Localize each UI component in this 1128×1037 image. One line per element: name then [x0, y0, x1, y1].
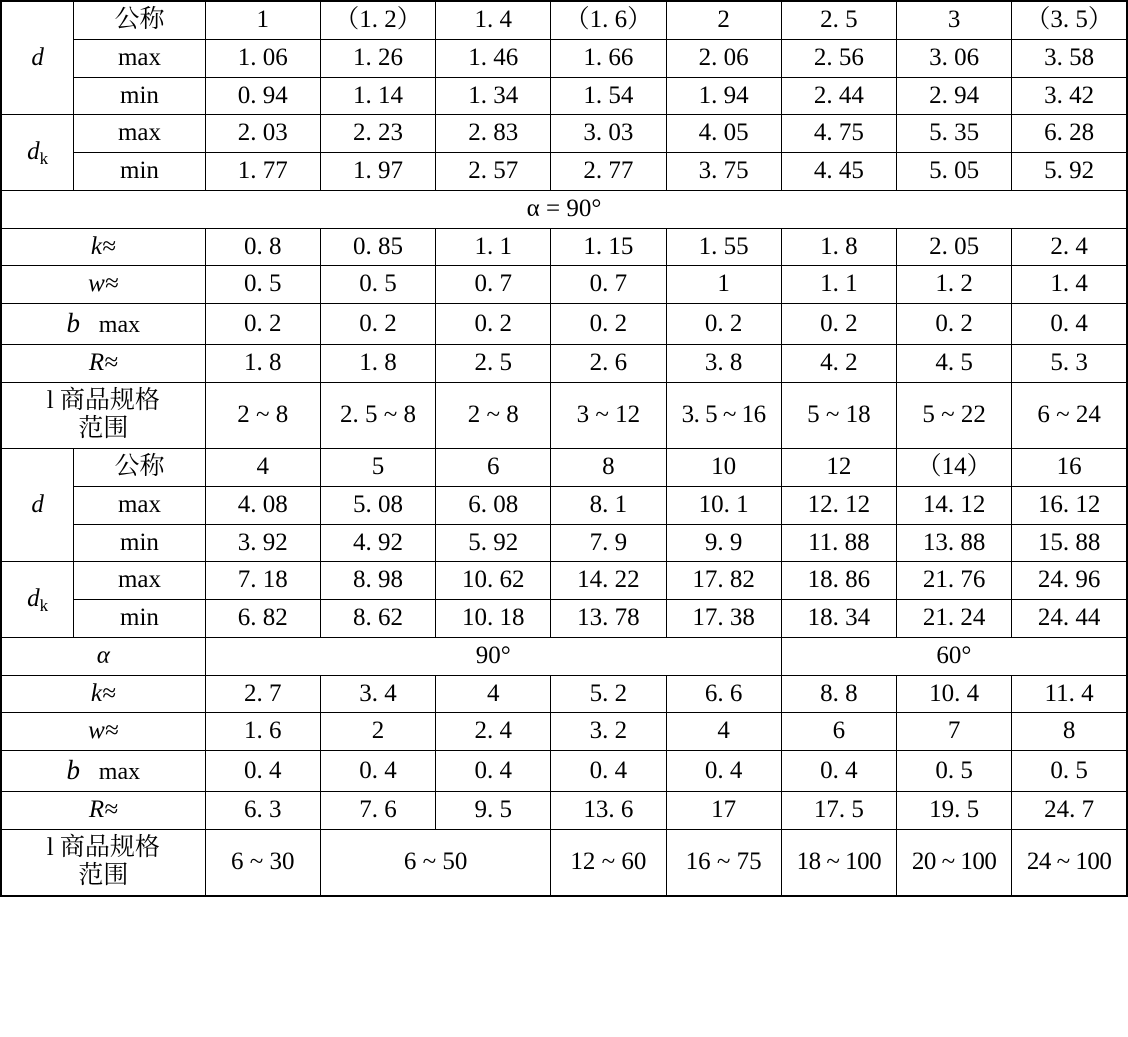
table-row — [1, 751, 1127, 792]
cell2-R-8: 24. 7 — [1012, 791, 1127, 829]
cell2-k-1: 2. 7 — [205, 675, 320, 713]
cell2-k-7: 10. 4 — [896, 675, 1011, 713]
cell-d-max-3: 1. 46 — [436, 39, 551, 77]
cell2-d-max-5: 10. 1 — [666, 486, 781, 524]
cell-lrange-7: 5 ~ 22 — [896, 382, 1011, 449]
cell2-dk-max-4: 14. 22 — [551, 562, 666, 600]
table-row — [1, 675, 1127, 713]
row-label-b — [1, 304, 205, 345]
cell-R-4: 2. 6 — [551, 344, 666, 382]
cell2-w-2: 2 — [320, 713, 435, 751]
cell-d-min-4: 1. 54 — [551, 77, 666, 115]
cell-d-max-4: 1. 66 — [551, 39, 666, 77]
cell-dk-min-6: 4. 45 — [781, 153, 896, 191]
table-row — [1, 637, 1127, 675]
cell-d-min-6: 2. 44 — [781, 77, 896, 115]
cell2-lrange-2: 6 ~ 50 — [320, 829, 550, 896]
cell2-lrange-3: 12 ~ 60 — [551, 829, 666, 896]
cell2-alpha-60: 60° — [781, 637, 1127, 675]
row-label-nominal-2: 公称 — [74, 449, 205, 487]
cell-d-min-1: 0. 94 — [205, 77, 320, 115]
row-label-R-2: R≈ — [1, 791, 205, 829]
cell2-dk-min-2: 8. 62 — [320, 600, 435, 638]
row-label-l-range2-line2: 范围 — [78, 862, 129, 890]
cell2-d-max-1: 4. 08 — [205, 486, 320, 524]
cell2-dk-min-5: 17. 38 — [666, 600, 781, 638]
cell2-lrange-6: 20 ~ 100 — [896, 829, 1011, 896]
cell2-R-7: 19. 5 — [896, 791, 1011, 829]
cell2-R-6: 17. 5 — [781, 791, 896, 829]
table-row — [1, 153, 1127, 191]
cell2-k-6: 8. 8 — [781, 675, 896, 713]
cell-dk-min-1: 1. 77 — [205, 153, 320, 191]
row-label-dk2-base: d — [27, 585, 40, 613]
cell-k-4: 1. 15 — [551, 228, 666, 266]
cell2-dk-min-7: 21. 24 — [896, 600, 1011, 638]
cell-dk-min-3: 2. 57 — [436, 153, 551, 191]
row-label-l-range2-line1: l 商品规格 — [46, 833, 160, 861]
cell2-b-7: 0. 5 — [896, 751, 1011, 792]
table-row — [1, 600, 1127, 638]
cell-nominal-2: （1. 2） — [320, 1, 435, 39]
row-label-d: d — [1, 1, 74, 115]
cell-b-5: 0. 2 — [666, 304, 781, 345]
cell-k-2: 0. 85 — [320, 228, 435, 266]
cell-w-8: 1. 4 — [1012, 266, 1127, 304]
cell2-R-2: 7. 6 — [320, 791, 435, 829]
cell2-R-3: 9. 5 — [436, 791, 551, 829]
row-label-w: w≈ — [1, 266, 205, 304]
cell2-nominal-4: 8 — [551, 449, 666, 487]
cell2-nominal-6: 12 — [781, 449, 896, 487]
table-row — [1, 791, 1127, 829]
cell-w-5: 1 — [666, 266, 781, 304]
cell2-k-4: 5. 2 — [551, 675, 666, 713]
row-label-alpha: α — [1, 637, 205, 675]
cell2-alpha-90: 90° — [205, 637, 781, 675]
cell-dk-max-7: 5. 35 — [896, 115, 1011, 153]
cell-b-2: 0. 2 — [320, 304, 435, 345]
cell2-R-4: 13. 6 — [551, 791, 666, 829]
row-label-l-range-2 — [1, 829, 205, 896]
cell2-d-min-5: 9. 9 — [666, 524, 781, 562]
cell-lrange-5: 3. 5 ~ 16 — [666, 382, 781, 449]
cell2-dk-min-1: 6. 82 — [205, 600, 320, 638]
table-row — [1, 449, 1127, 487]
row-label-l-range-line1: l 商品规格 — [46, 386, 160, 414]
cell2-w-8: 8 — [1012, 713, 1127, 751]
cell-dk-min-5: 3. 75 — [666, 153, 781, 191]
cell-nominal-1: 1 — [205, 1, 320, 39]
cell-w-6: 1. 1 — [781, 266, 896, 304]
cell2-b-4: 0. 4 — [551, 751, 666, 792]
cell2-b-2: 0. 4 — [320, 751, 435, 792]
cell-d-max-2: 1. 26 — [320, 39, 435, 77]
row-label-R: R≈ — [1, 344, 205, 382]
cell-dk-max-2: 2. 23 — [320, 115, 435, 153]
cell-nominal-3: 1. 4 — [436, 1, 551, 39]
cell-R-5: 3. 8 — [666, 344, 781, 382]
cell2-d-max-6: 12. 12 — [781, 486, 896, 524]
cell2-dk-max-1: 7. 18 — [205, 562, 320, 600]
table-row — [1, 228, 1127, 266]
row-label-d-max-2: max — [74, 486, 205, 524]
row-label-k-2: k≈ — [1, 675, 205, 713]
row-label-b-symbol: b — [66, 308, 81, 338]
cell2-lrange-4: 16 ~ 75 — [666, 829, 781, 896]
cell-nominal-4: （1. 6） — [551, 1, 666, 39]
row-label-d-min: min — [74, 77, 205, 115]
cell2-dk-max-7: 21. 76 — [896, 562, 1011, 600]
cell-nominal-6: 2. 5 — [781, 1, 896, 39]
cell2-k-5: 6. 6 — [666, 675, 781, 713]
row-label-b-2 — [1, 751, 205, 792]
cell2-dk-max-6: 18. 86 — [781, 562, 896, 600]
row-label-b-max: max — [98, 312, 141, 338]
cell-R-6: 4. 2 — [781, 344, 896, 382]
cell-w-7: 1. 2 — [896, 266, 1011, 304]
cell-lrange-2: 2. 5 ~ 8 — [320, 382, 435, 449]
cell-dk-max-3: 2. 83 — [436, 115, 551, 153]
cell2-w-4: 3. 2 — [551, 713, 666, 751]
cell2-w-3: 2. 4 — [436, 713, 551, 751]
cell-k-1: 0. 8 — [205, 228, 320, 266]
cell2-d-max-4: 8. 1 — [551, 486, 666, 524]
row-label-dk-max: max — [74, 115, 205, 153]
table-row — [1, 304, 1127, 345]
cell2-dk-max-3: 10. 62 — [436, 562, 551, 600]
cell2-d-min-2: 4. 92 — [320, 524, 435, 562]
cell2-lrange-1: 6 ~ 30 — [205, 829, 320, 896]
cell-d-min-8: 3. 42 — [1012, 77, 1127, 115]
cell-w-2: 0. 5 — [320, 266, 435, 304]
row-label-dk2-sub: k — [39, 596, 49, 616]
row-label-dk-max-2: max — [74, 562, 205, 600]
cell-nominal-8: （3. 5） — [1012, 1, 1127, 39]
table-row — [1, 77, 1127, 115]
cell2-nominal-3: 6 — [436, 449, 551, 487]
cell-d-max-5: 2. 06 — [666, 39, 781, 77]
cell2-d-min-3: 5. 92 — [436, 524, 551, 562]
cell2-d-min-8: 15. 88 — [1012, 524, 1127, 562]
table-row — [1, 1, 1127, 39]
cell-k-8: 2. 4 — [1012, 228, 1127, 266]
cell-b-1: 0. 2 — [205, 304, 320, 345]
cell-w-4: 0. 7 — [551, 266, 666, 304]
cell-nominal-7: 3 — [896, 1, 1011, 39]
cell-lrange-6: 5 ~ 18 — [781, 382, 896, 449]
table-row — [1, 266, 1127, 304]
cell2-b-3: 0. 4 — [436, 751, 551, 792]
cell-nominal-5: 2 — [666, 1, 781, 39]
cell-lrange-8: 6 ~ 24 — [1012, 382, 1127, 449]
cell2-b-1: 0. 4 — [205, 751, 320, 792]
table-row — [1, 382, 1127, 449]
row-label-dk-min: min — [74, 153, 205, 191]
cell2-nominal-5: 10 — [666, 449, 781, 487]
cell-lrange-1: 2 ~ 8 — [205, 382, 320, 449]
cell2-nominal-7: （14） — [896, 449, 1011, 487]
cell2-dk-max-2: 8. 98 — [320, 562, 435, 600]
cell-b-3: 0. 2 — [436, 304, 551, 345]
cell2-b-6: 0. 4 — [781, 751, 896, 792]
cell2-lrange-7: 24 ~ 100 — [1012, 829, 1127, 896]
cell-dk-min-2: 1. 97 — [320, 153, 435, 191]
row-label-l-range — [1, 382, 205, 449]
cell-dk-max-1: 2. 03 — [205, 115, 320, 153]
cell-w-3: 0. 7 — [436, 266, 551, 304]
cell-R-3: 2. 5 — [436, 344, 551, 382]
cell2-d-max-8: 16. 12 — [1012, 486, 1127, 524]
cell-b-7: 0. 2 — [896, 304, 1011, 345]
cell-lrange-4: 3 ~ 12 — [551, 382, 666, 449]
cell-R-1: 1. 8 — [205, 344, 320, 382]
table-row — [1, 344, 1127, 382]
cell2-k-3: 4 — [436, 675, 551, 713]
cell2-b-8: 0. 5 — [1012, 751, 1127, 792]
cell2-dk-min-3: 10. 18 — [436, 600, 551, 638]
cell-R-2: 1. 8 — [320, 344, 435, 382]
cell-d-max-6: 2. 56 — [781, 39, 896, 77]
cell2-d-min-6: 11. 88 — [781, 524, 896, 562]
cell2-nominal-2: 5 — [320, 449, 435, 487]
cell-k-5: 1. 55 — [666, 228, 781, 266]
cell2-k-2: 3. 4 — [320, 675, 435, 713]
cell2-dk-max-5: 17. 82 — [666, 562, 781, 600]
cell-d-max-8: 3. 58 — [1012, 39, 1127, 77]
cell-alpha-span-top: α = 90° — [1, 190, 1127, 228]
cell-d-max-7: 3. 06 — [896, 39, 1011, 77]
cell-R-8: 5. 3 — [1012, 344, 1127, 382]
cell2-d-min-1: 3. 92 — [205, 524, 320, 562]
table-row — [1, 562, 1127, 600]
row-label-d-2: d — [1, 449, 74, 562]
cell-w-1: 0. 5 — [205, 266, 320, 304]
cell-d-min-2: 1. 14 — [320, 77, 435, 115]
cell-lrange-3: 2 ~ 8 — [436, 382, 551, 449]
cell-R-7: 4. 5 — [896, 344, 1011, 382]
row-label-dk-2 — [1, 562, 74, 638]
cell-k-6: 1. 8 — [781, 228, 896, 266]
cell-k-3: 1. 1 — [436, 228, 551, 266]
row-label-k: k≈ — [1, 228, 205, 266]
row-label-d-min-2: min — [74, 524, 205, 562]
row-label-dk-min-2: min — [74, 600, 205, 638]
cell2-d-max-2: 5. 08 — [320, 486, 435, 524]
cell-d-min-5: 1. 94 — [666, 77, 781, 115]
cell-b-8: 0. 4 — [1012, 304, 1127, 345]
cell2-nominal-1: 4 — [205, 449, 320, 487]
cell2-k-8: 11. 4 — [1012, 675, 1127, 713]
cell2-b-5: 0. 4 — [666, 751, 781, 792]
cell2-lrange-5: 18 ~ 100 — [781, 829, 896, 896]
cell2-d-min-4: 7. 9 — [551, 524, 666, 562]
row-label-b2-symbol: b — [66, 755, 81, 785]
cell-dk-max-5: 4. 05 — [666, 115, 781, 153]
cell-b-4: 0. 2 — [551, 304, 666, 345]
cell-dk-max-4: 3. 03 — [551, 115, 666, 153]
cell-d-min-7: 2. 94 — [896, 77, 1011, 115]
table-row — [1, 115, 1127, 153]
cell2-dk-min-4: 13. 78 — [551, 600, 666, 638]
cell2-dk-min-6: 18. 34 — [781, 600, 896, 638]
cell-d-min-3: 1. 34 — [436, 77, 551, 115]
cell-dk-min-7: 5. 05 — [896, 153, 1011, 191]
cell2-w-1: 1. 6 — [205, 713, 320, 751]
cell2-d-max-7: 14. 12 — [896, 486, 1011, 524]
cell2-R-5: 17 — [666, 791, 781, 829]
cell-k-7: 2. 05 — [896, 228, 1011, 266]
table-row — [1, 39, 1127, 77]
row-label-nominal: 公称 — [74, 1, 205, 39]
cell2-d-min-7: 13. 88 — [896, 524, 1011, 562]
cell2-w-7: 7 — [896, 713, 1011, 751]
cell2-R-1: 6. 3 — [205, 791, 320, 829]
cell2-nominal-8: 16 — [1012, 449, 1127, 487]
row-label-b2-max: max — [98, 759, 141, 785]
row-label-l-range-line2: 范围 — [78, 415, 129, 443]
cell-dk-min-4: 2. 77 — [551, 153, 666, 191]
row-label-dk — [1, 115, 74, 191]
row-label-dk-sub: k — [39, 149, 49, 169]
cell-dk-min-8: 5. 92 — [1012, 153, 1127, 191]
row-label-d-max: max — [74, 39, 205, 77]
cell2-dk-max-8: 24. 96 — [1012, 562, 1127, 600]
cell-dk-max-6: 4. 75 — [781, 115, 896, 153]
cell2-dk-min-8: 24. 44 — [1012, 600, 1127, 638]
row-label-dk-base: d — [27, 138, 40, 166]
table-row — [1, 829, 1127, 896]
table-row — [1, 713, 1127, 751]
cell-dk-max-8: 6. 28 — [1012, 115, 1127, 153]
table-row — [1, 524, 1127, 562]
cell2-d-max-3: 6. 08 — [436, 486, 551, 524]
table-row — [1, 486, 1127, 524]
cell2-w-6: 6 — [781, 713, 896, 751]
cell-b-6: 0. 2 — [781, 304, 896, 345]
row-label-w-2: w≈ — [1, 713, 205, 751]
table-row — [1, 190, 1127, 228]
cell-d-max-1: 1. 06 — [205, 39, 320, 77]
cell2-w-5: 4 — [666, 713, 781, 751]
